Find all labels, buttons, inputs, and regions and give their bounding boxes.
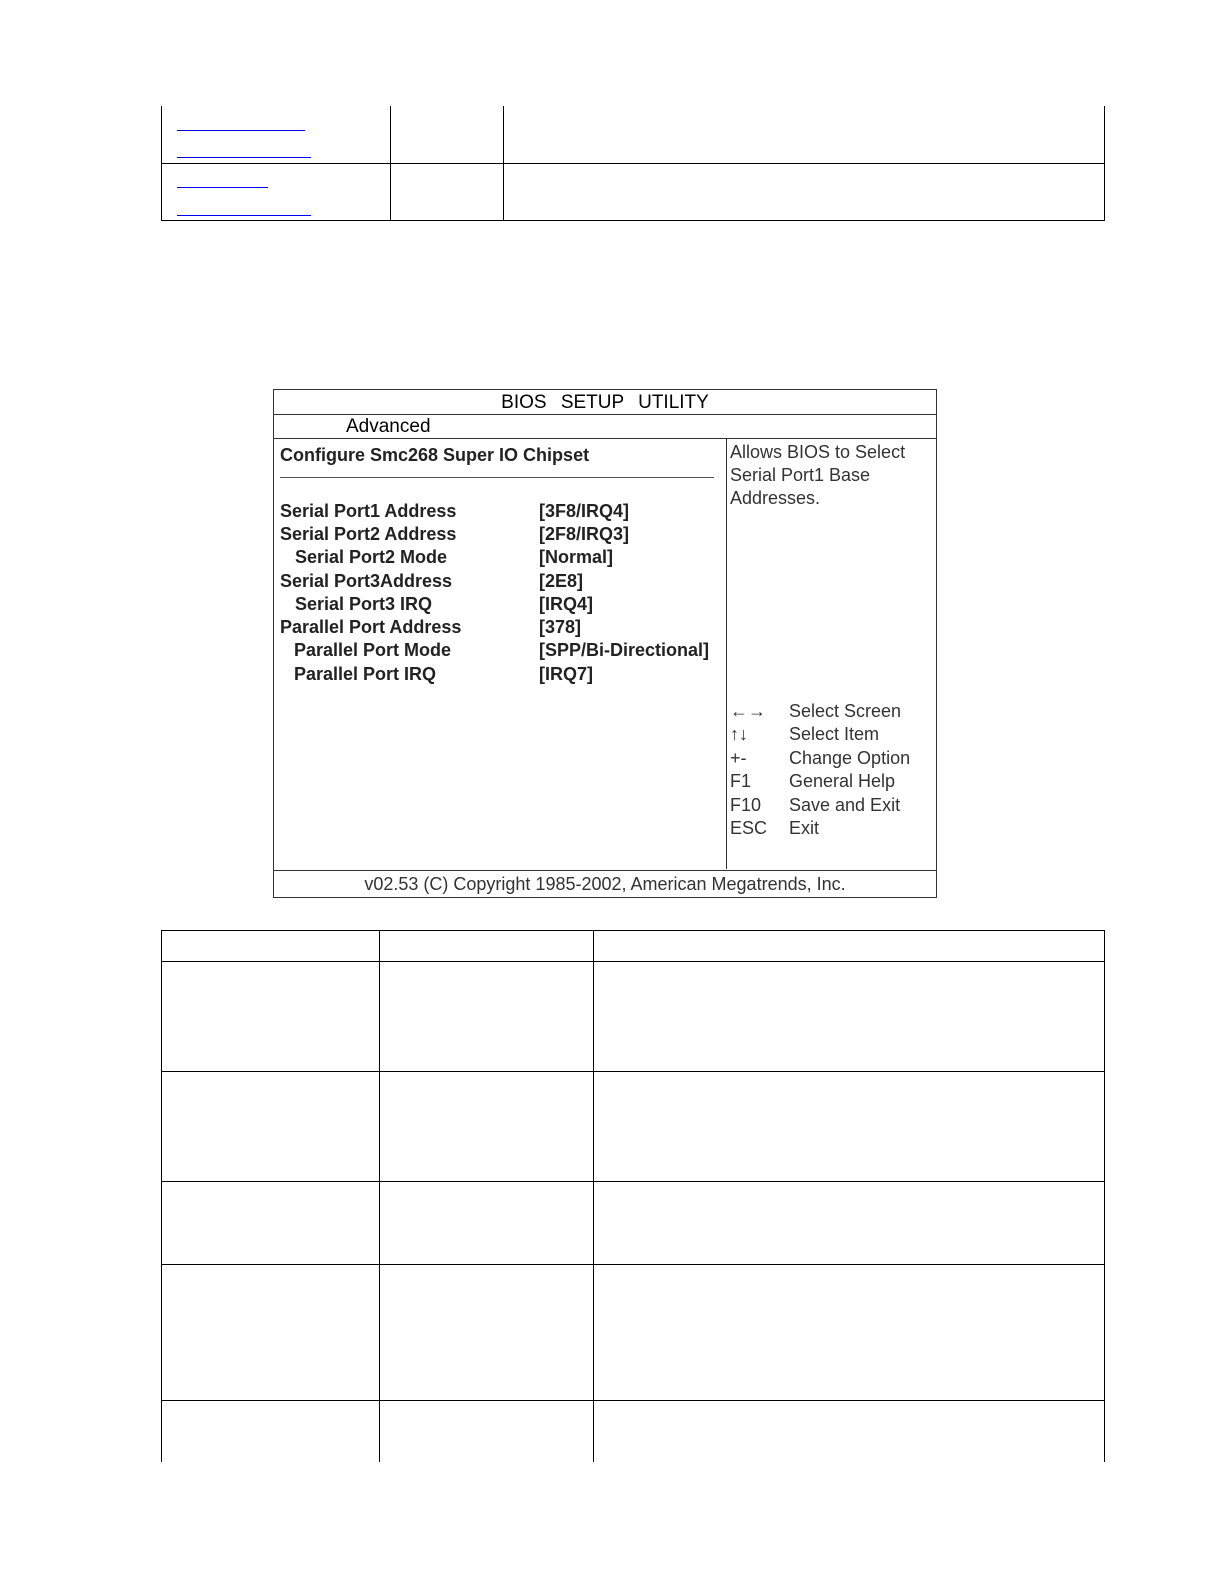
bios-tab-bar	[274, 414, 936, 439]
setting-serial-port3-address[interactable]	[280, 571, 584, 592]
link[interactable]	[177, 187, 268, 188]
setting-label: Serial Port2 Address	[280, 524, 457, 544]
table-cell	[162, 163, 391, 220]
table-cell	[391, 163, 504, 220]
divider	[280, 477, 714, 478]
table-cell	[594, 931, 1105, 962]
section-heading: Configure Smc268 Super IO Chipset	[280, 445, 590, 465]
table-header-row	[162, 931, 1105, 962]
bios-screenshot	[273, 389, 937, 898]
key-description: General Help	[789, 771, 896, 792]
setting-value[interactable]: [SPP/Bi-Directional]	[539, 640, 710, 660]
setting-value[interactable]: [378]	[539, 617, 582, 637]
setting-value[interactable]: [2E8]	[539, 571, 584, 591]
table-cell	[162, 962, 380, 1072]
top-table	[161, 106, 1105, 221]
bios-settings-panel	[274, 439, 727, 869]
key-description: Change Option	[789, 747, 911, 768]
key-description: Select Item	[789, 724, 880, 745]
tab-advanced[interactable]: Advanced	[346, 416, 431, 437]
key-name: ESC	[730, 817, 768, 838]
table-cell	[391, 106, 504, 163]
table-row	[162, 1072, 1105, 1182]
setting-parallel-port-irq[interactable]	[280, 664, 593, 685]
table-cell	[162, 1182, 380, 1265]
key-name: F10	[730, 794, 762, 815]
setting-label: Parallel Port IRQ	[294, 664, 437, 684]
setting-parallel-port-mode[interactable]	[280, 640, 710, 661]
key-description: Exit	[789, 817, 820, 838]
setting-label: Parallel Port Mode	[294, 640, 452, 660]
setting-serial-port1-address[interactable]	[280, 501, 630, 522]
setting-value[interactable]: [IRQ4]	[539, 594, 593, 614]
table-cell	[594, 1072, 1105, 1182]
arrows-left-right-icon: ←→	[730, 701, 766, 721]
table-cell	[594, 962, 1105, 1072]
table-cell	[594, 1182, 1105, 1265]
setting-serial-port2-address[interactable]	[280, 524, 630, 545]
setting-label: Serial Port2 Mode	[295, 547, 448, 567]
table-cell	[594, 1265, 1105, 1401]
link[interactable]	[177, 130, 305, 131]
bottom-table	[161, 930, 1105, 1462]
setting-serial-port2-mode[interactable]	[280, 547, 614, 568]
setting-value[interactable]: [3F8/IRQ4]	[539, 501, 630, 521]
table-cell	[594, 1401, 1105, 1462]
bios-title: BIOS SETUP UTILITY	[274, 390, 936, 415]
setting-value[interactable]: [IRQ7]	[539, 664, 593, 684]
setting-label: Serial Port1 Address	[280, 501, 457, 521]
setting-parallel-port-address[interactable]	[280, 617, 582, 638]
bios-help-panel	[728, 439, 934, 869]
key-name: F1	[730, 771, 752, 792]
setting-label: Serial Port3Address	[280, 571, 453, 591]
table-cell	[162, 1265, 380, 1401]
table-cell	[162, 1401, 380, 1462]
help-text: Allows BIOS to Select Serial Port1 Base Addresses.	[730, 442, 906, 508]
setting-serial-port3-irq[interactable]	[280, 594, 593, 615]
table-cell	[162, 931, 380, 962]
link[interactable]	[177, 157, 311, 158]
key-description: Save and Exit	[789, 794, 901, 815]
key-description: Select Screen	[789, 701, 902, 721]
table-row	[162, 962, 1105, 1072]
table-row	[162, 1182, 1105, 1265]
table-row	[162, 1265, 1105, 1401]
table-cell	[504, 163, 1105, 220]
table-cell	[380, 1072, 594, 1182]
link[interactable]	[177, 215, 311, 216]
setting-label: Serial Port3 IRQ	[295, 594, 433, 614]
bios-footer: v02.53 (C) Copyright 1985-2002, American Megatrends, Inc.	[274, 870, 936, 897]
setting-label: Parallel Port Address	[280, 617, 462, 637]
table-cell	[380, 962, 594, 1072]
table-cell	[162, 1072, 380, 1182]
setting-value[interactable]: [2F8/IRQ3]	[539, 524, 630, 544]
setting-value[interactable]: [Normal]	[539, 547, 614, 567]
arrows-up-down-icon: ↑↓	[730, 724, 748, 745]
table-cell	[380, 1182, 594, 1265]
key-name: +-	[730, 747, 747, 768]
table-cell	[504, 106, 1105, 163]
table-cell	[162, 106, 391, 163]
table-cell	[380, 931, 594, 962]
table-cell	[380, 1265, 594, 1401]
table-cell	[380, 1401, 594, 1462]
table-row	[162, 1401, 1105, 1462]
